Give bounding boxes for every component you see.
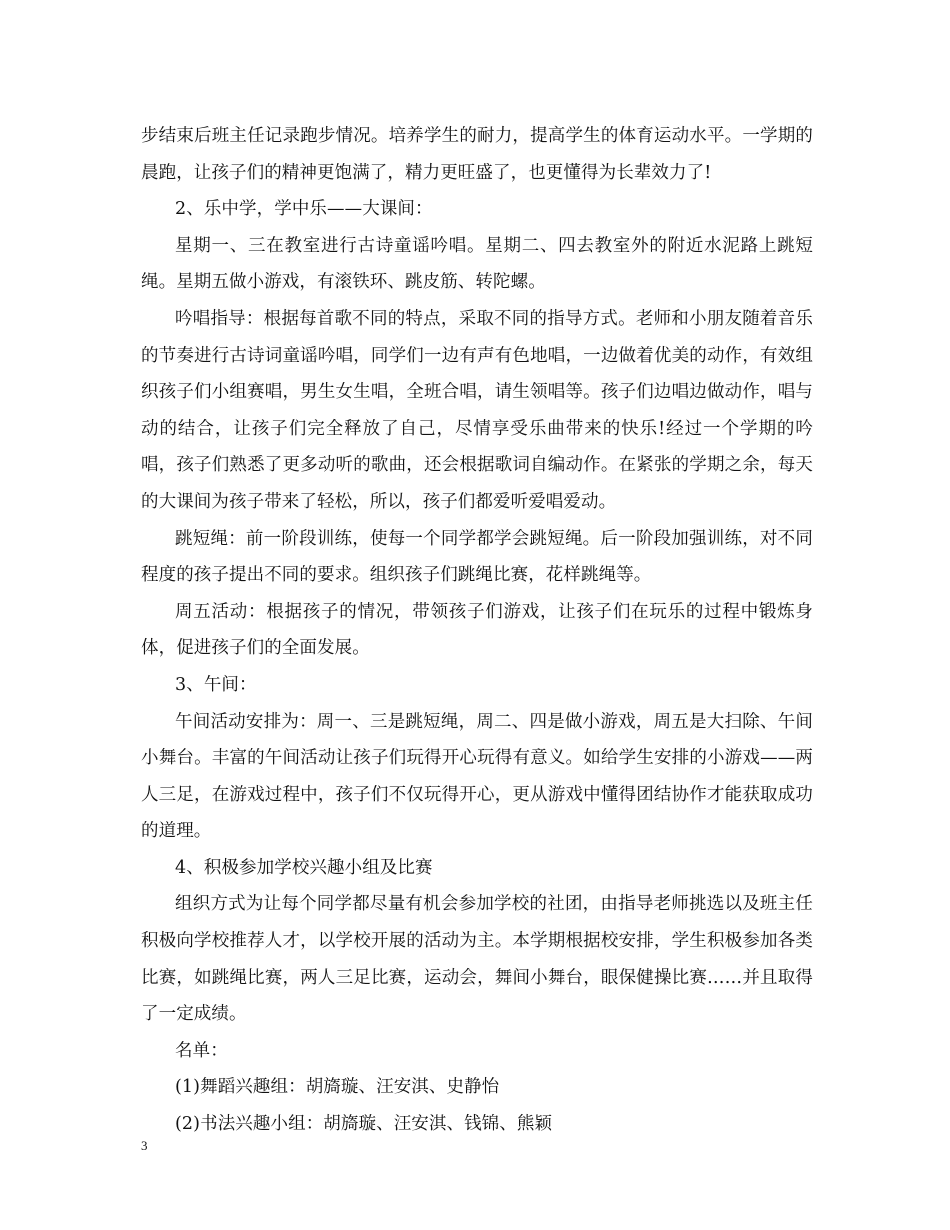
paragraph-4: 吟唱指导：根据每首歌不同的特点，采取不同的指导方式。老师和小朋友随着音乐的节奏进行古诗词童谣吟唱，同学们一边有声有色地唱，一边做着优美的动作，有效组织孩子们小组赛唱，男生女生唱，全班合唱，请生领唱等。孩子们边唱边做动作，唱与动的结合，让孩子们完全释放了自己，尽情享受乐曲带来的快乐!经过一个学期的吟唱，孩子们熟悉了更多动听的歌曲，还会根据歌词自编动作。在紧张的学期之余，每天的大课间为孩子带来了轻松，所以，孩子们都爱听爱唱爱动。 <box>141 308 813 512</box>
paragraph-1: 步结束后班主任记录跑步情况。培养学生的耐力，提高学生的体育运动水平。一学期的晨跑，让孩子们的精神更饱满了，精力更旺盛了，也更懂得为长辈效力了! <box>141 126 813 183</box>
paragraph-3: 星期一、三在教室进行古诗童谣吟唱。星期二、四去教室外的附近水泥路上跳短绳。星期五做小游戏，有滚铁环、跳皮筋、转陀螺。 <box>141 235 813 293</box>
paragraph-2-heading: 2、乐中学，学中乐——大课间： <box>175 199 433 220</box>
paragraph-9-heading: 4、积极参加学校兴趣小组及比赛 <box>175 857 433 878</box>
list-item-1: (1)舞蹈兴趣组：胡旖璇、汪安淇、史静怡 <box>175 1077 500 1098</box>
paragraph-11-list-title: 名单： <box>175 1040 228 1061</box>
page-number: 3 <box>141 1138 148 1153</box>
list-item-2: (2)书法兴趣小组：胡旖璇、汪安淇、钱锦、熊颖 <box>175 1114 553 1135</box>
paragraph-6: 周五活动：根据孩子的情况，带领孩子们游戏，让孩子们在玩乐的过程中锻炼身体，促进孩子们的全面发展。 <box>141 601 813 659</box>
document-body <box>141 118 813 1143</box>
paragraph-7-heading: 3、午间： <box>175 674 257 695</box>
paragraph-5: 跳短绳：前一阶段训练，使每一个同学都学会跳短绳。后一阶段加强训练，对不同程度的孩子提出不同的要求。组织孩子们跳绳比赛，花样跳绳等。 <box>141 528 813 586</box>
paragraph-10: 组织方式为让每个同学都尽量有机会参加学校的社团，由指导老师挑选以及班主任积极向学校推荐人才，以学校开展的活动为主。本学期根据校安排，学生积极参加各类比赛，如跳绳比赛，两人三足比赛，运动会，舞间小舞台，眼保健操比赛……并且取得了一定成绩。 <box>141 894 813 1025</box>
paragraph-8: 午间活动安排为：周一、三是跳短绳，周二、四是做小游戏，周五是大扫除、午间小舞台。丰富的午间活动让孩子们玩得开心玩得有意义。如给学生安排的小游戏——两人三足，在游戏过程中，孩子们不仅玩得开心，更从游戏中懂得团结协作才能获取成功的道理。 <box>141 711 813 842</box>
